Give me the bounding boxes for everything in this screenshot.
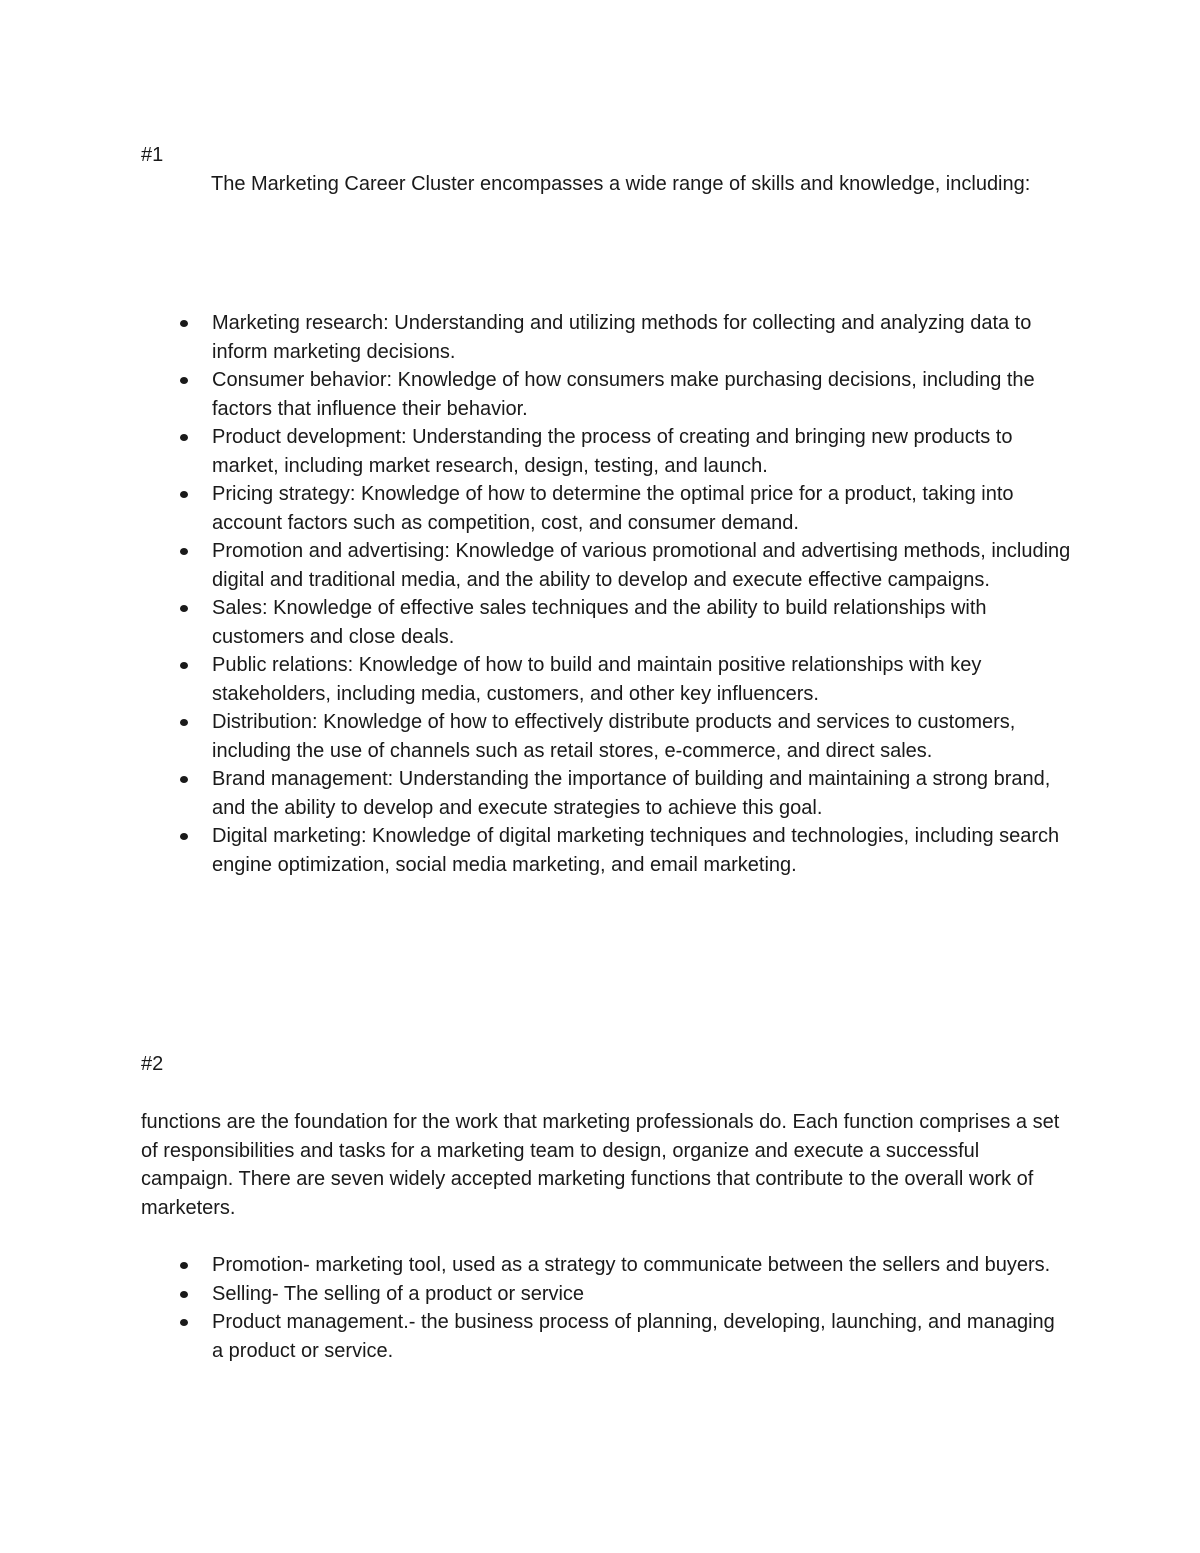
list-item bbox=[141, 366, 1071, 423]
list-item-text: Promotion and advertising: Knowledge of various promotional and advertising methods, including digital and traditional media, and the ability to develop and execute effective campaigns. bbox=[212, 540, 1071, 591]
list-item-text: Promotion- marketing tool, used as a strategy to communicate between the sellers and buyers. bbox=[212, 1254, 1051, 1276]
bullet-icon bbox=[180, 776, 188, 783]
section-2-intro: functions are the foundation for the work that marketing professionals do. Each function comprises a set of responsibilities and tasks for a marketing team to design, organize and execute a successful campaign. There are seven widely accepted marketing functions that contribute to the overall work of marketers. bbox=[141, 1111, 1060, 1219]
bullet-icon bbox=[180, 1291, 188, 1298]
list-item bbox=[141, 1251, 1071, 1280]
bullet-icon bbox=[180, 1319, 188, 1326]
list-item-text: Sales: Knowledge of effective sales techniques and the ability to build relationships with customers and close deals. bbox=[212, 597, 987, 648]
list-item-text: Product management.- the business process of planning, developing, launching, and managing a product or service. bbox=[212, 1311, 1055, 1362]
bullet-icon bbox=[180, 548, 188, 555]
bullet-icon bbox=[180, 833, 188, 840]
list-item bbox=[141, 1308, 1071, 1365]
list-item bbox=[141, 651, 1071, 708]
section-1-intro: The Marketing Career Cluster encompasses a wide range of skills and knowledge, including: bbox=[211, 173, 1031, 195]
list-item-text: Digital marketing: Knowledge of digital marketing techniques and technologies, including search engine optimization, social media marketing, and email marketing. bbox=[212, 825, 1060, 876]
list-item bbox=[141, 708, 1071, 765]
bullet-icon bbox=[180, 719, 188, 726]
list-item-text: Public relations: Knowledge of how to build and maintain positive relationships with key stakeholders, including media, customers, and other key influencers. bbox=[212, 654, 982, 705]
list-item bbox=[141, 537, 1071, 594]
list-item-text: Consumer behavior: Knowledge of how consumers make purchasing decisions, including the factors that influence their behavior. bbox=[212, 369, 1035, 420]
list-item-text: Marketing research: Understanding and utilizing methods for collecting and analyzing data to inform marketing decisions. bbox=[212, 312, 1032, 363]
bullet-icon bbox=[180, 434, 188, 441]
bullet-icon bbox=[180, 1262, 188, 1269]
bullet-icon bbox=[180, 605, 188, 612]
bullet-icon bbox=[180, 662, 188, 669]
list-item bbox=[141, 1280, 1071, 1309]
section-1-list bbox=[141, 309, 1071, 879]
list-item bbox=[141, 594, 1071, 651]
section-2-heading: #2 bbox=[141, 1053, 164, 1075]
list-item bbox=[141, 309, 1071, 366]
list-item-text: Product development: Understanding the process of creating and bringing new products to market, including market research, design, testing, and launch. bbox=[212, 426, 1013, 477]
list-item bbox=[141, 765, 1071, 822]
list-item-text: Brand management: Understanding the importance of building and maintaining a strong brand, and the ability to develop and execute strategies to achieve this goal. bbox=[212, 768, 1051, 819]
bullet-icon bbox=[180, 320, 188, 327]
list-item bbox=[141, 423, 1071, 480]
list-item bbox=[141, 822, 1071, 879]
section-1-heading: #1 bbox=[141, 144, 164, 166]
list-item-text: Distribution: Knowledge of how to effectively distribute products and services to customers, including the use of channels such as retail stores, e-commerce, and direct sales. bbox=[212, 711, 1016, 762]
bullet-icon bbox=[180, 377, 188, 384]
list-item-text: Selling- The selling of a product or service bbox=[212, 1282, 585, 1305]
section-2-list bbox=[141, 1251, 1071, 1365]
bullet-icon bbox=[180, 491, 188, 498]
list-item-text: Pricing strategy: Knowledge of how to determine the optimal price for a product, taking into account factors such as competition, cost, and consumer demand. bbox=[212, 483, 1014, 534]
list-item bbox=[141, 480, 1071, 537]
